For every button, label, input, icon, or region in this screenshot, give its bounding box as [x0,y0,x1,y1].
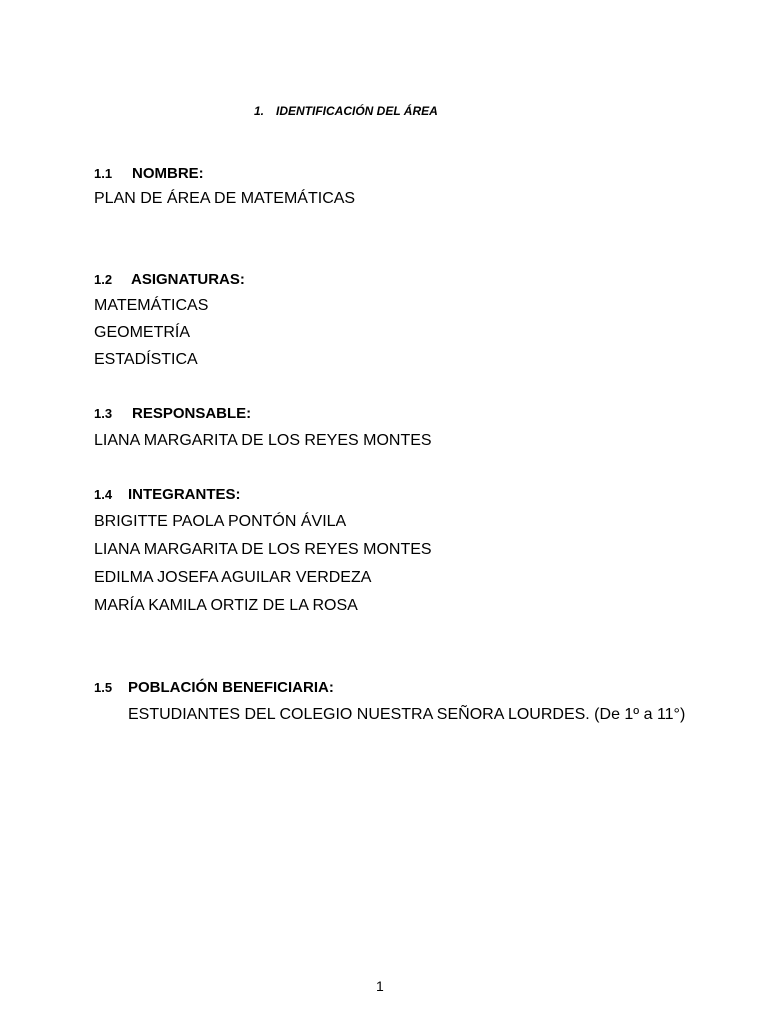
section-line: EDILMA JOSEFA AGUILAR VERDEZA [94,569,372,586]
section-number: 1.3 [94,406,113,421]
section-heading-text: RESPONSABLE: [132,405,252,422]
section-line: ESTUDIANTES DEL COLEGIO NUESTRA SEÑORA LOURDES. (De 1º a 11°) [128,706,686,723]
section-line: GEOMETRÍA [94,324,191,341]
section-line: PLAN DE ÁREA DE MATEMÁTICAS [94,190,356,207]
section-line: ESTADÍSTICA [94,351,198,368]
section-line: MATEMÁTICAS [94,297,209,314]
section-heading-responsable [94,405,251,422]
title-number: 1. [254,104,265,118]
section-heading-text: NOMBRE: [132,165,204,182]
section-heading-text: POBLACIÓN BENEFICIARIA: [128,679,334,696]
section-heading-integrantes [94,486,241,503]
section-heading-text: ASIGNATURAS: [131,271,245,288]
page-number: 1 [376,978,384,994]
section-heading-poblacion-beneficiaria [94,679,334,696]
section-line: LIANA MARGARITA DE LOS REYES MONTES [94,541,432,558]
document-title [254,104,438,118]
section-line: MARÍA KAMILA ORTIZ DE LA ROSA [94,597,358,614]
section-number: 1.4 [94,487,113,502]
section-number: 1.1 [94,166,113,181]
section-number: 1.5 [94,680,113,695]
section-number: 1.2 [94,272,113,287]
section-heading-nombre [94,165,204,182]
section-line: BRIGITTE PAOLA PONTÓN ÁVILA [94,513,347,530]
section-heading-text: INTEGRANTES: [128,486,241,503]
title-text: IDENTIFICACIÓN DEL ÁREA [276,104,438,118]
section-line: LIANA MARGARITA DE LOS REYES MONTES [94,432,432,449]
section-heading-asignaturas [94,271,245,288]
